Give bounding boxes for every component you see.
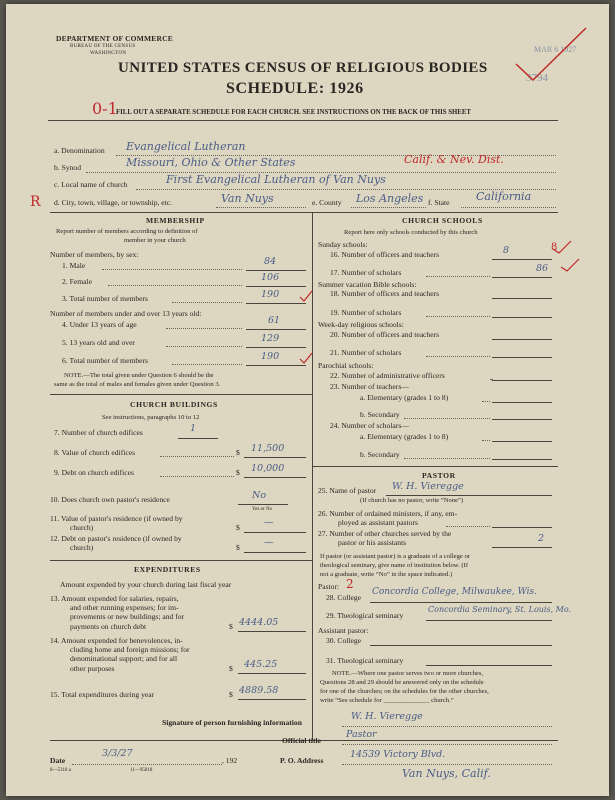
q15-dollar: $ <box>229 690 233 699</box>
grad-line3: not a graduate, write “No” in the space indicated.) <box>320 571 453 578</box>
address-label: P. O. Address <box>280 756 324 765</box>
q7-value: 1 <box>190 423 197 434</box>
q23a-label: a. Elementary (grades 1 to 8) <box>360 393 449 402</box>
synod-value: Missouri, Ohio & Other States <box>126 156 296 169</box>
pastor-red-mark: 2 <box>346 577 354 591</box>
q14-line3: denominational support; and for all <box>70 654 178 663</box>
q25-note: (If church has no pastor, write “None”) <box>360 497 464 504</box>
department-text: DEPARTMENT OF COMMERCE <box>56 34 173 43</box>
red-r-mark: R <box>30 194 41 210</box>
synod-label: b. Synod <box>54 163 82 172</box>
q11-value: — <box>264 517 274 528</box>
buildings-intro: See instructions, paragraphs 10 to 12 <box>102 414 200 421</box>
q24b-label: b. Secondary <box>360 450 400 459</box>
city-value: Van Nuys <box>221 192 274 205</box>
q11-dollar: $ <box>236 523 240 532</box>
q25-label: 25. Name of pastor <box>318 486 377 495</box>
q23b-label: b. Secondary <box>360 410 400 419</box>
membership-heading: MEMBERSHIP <box>146 216 205 225</box>
bureau-text: BUREAU OF THE CENSUS <box>70 44 136 49</box>
local-name-value: First Evangelical Lutheran of Van Nuys <box>166 173 386 186</box>
q2-value: 106 <box>261 272 280 283</box>
membership-note1: NOTE.—The total given under Question 6 should be the <box>64 372 214 379</box>
q12-label-line2: church) <box>70 543 94 552</box>
q17-label: 17. Number of scholars <box>330 268 402 277</box>
q9-value: 10,000 <box>251 463 285 474</box>
q11-label-line2: church) <box>70 523 94 532</box>
q18-label: 18. Number of officers and teachers <box>330 289 440 298</box>
q8-value: 11,500 <box>251 443 285 454</box>
membership-note2: same as the total of males and females given under Question 3. <box>54 381 221 388</box>
local-name-label: c. Local name of church <box>54 180 128 189</box>
q13-line3: provements or new buildings; and for <box>70 612 185 621</box>
q14-dollar: $ <box>229 664 233 673</box>
q10-label: 10. Does church own pastor's residence <box>50 495 170 504</box>
q5-value: 129 <box>261 333 280 344</box>
official-title-label: Official title <box>282 736 322 745</box>
q13-line4: payments on church debt <box>70 622 147 631</box>
pastor-note1: NOTE.—Where one pastor serves two or more churches, <box>332 670 484 677</box>
q12-dollar: $ <box>236 543 240 552</box>
q13-dollar: $ <box>229 622 233 631</box>
pastor-note4: write “See schedule for ______________ church.” <box>320 697 454 704</box>
pastor-heading: PASTOR <box>422 471 456 480</box>
q3-label: 3. Total number of members <box>62 294 149 303</box>
q16-value: 8 <box>503 245 510 256</box>
expenditures-heading: EXPENDITURES <box>134 565 201 574</box>
q27-line1: 27. Number of other churches served by the <box>318 529 452 538</box>
pastor-note2: Questions 28 and 29 should be answered only on the schedule <box>320 679 484 686</box>
q22-label: 22. Number of administrative officers <box>330 371 445 380</box>
q8-dollar: $ <box>236 448 240 457</box>
q3-value: 190 <box>261 289 280 300</box>
q11-label-line1: 11. Value of pastor's residence (if owned by <box>50 514 183 523</box>
address-value: 14539 Victory Blvd. <box>350 749 446 760</box>
q6-value: 190 <box>261 351 280 362</box>
pastor-note3: for one of the churches; on the schedules for the other churches, <box>320 688 489 695</box>
q14-line2: cluding home and foreign missions; for <box>70 645 190 654</box>
q27-line2: pastor or his assistants <box>338 538 407 547</box>
red-check-stroke <box>511 24 591 84</box>
date-value: 3/3/27 <box>102 748 133 759</box>
pastor-sub-label: Pastor: <box>318 582 340 591</box>
q12-value: — <box>264 537 274 548</box>
denomination-label: a. Denomination <box>54 146 105 155</box>
synod-red-note: Calif. & Nev. Dist. <box>404 153 504 166</box>
q23-label: 23. Number of teachers— <box>330 382 409 391</box>
state-value: California <box>476 190 532 203</box>
city-text: WASHINGTON <box>90 51 127 56</box>
weekday-label: Week-day religious schools: <box>318 320 404 329</box>
address-city: Van Nuys, Calif. <box>402 767 491 780</box>
q8-label: 8. Value of church edifices <box>54 448 136 457</box>
q20-label: 20. Number of officers and teachers <box>330 330 440 339</box>
county-label: e. County <box>312 198 342 207</box>
schools-heading: CHURCH SCHOOLS <box>402 216 483 225</box>
q25-value: W. H. Vieregge <box>392 481 464 492</box>
q29-label: 29. Theological seminary <box>326 611 404 620</box>
red-tick-marks <box>298 289 328 369</box>
q28-value: Concordia College, Milwaukee, Wis. <box>372 587 538 597</box>
stamp-number: 3794 <box>526 72 548 84</box>
q1-label: 1. Male <box>62 261 86 270</box>
instruction-line: FILL OUT A SEPARATE SCHEDULE FOR EACH CHURCH. SEE INSTRUCTIONS ON THE BACK OF THIS SHEET <box>116 109 471 116</box>
form-number-2: 11—95818 <box>130 768 153 773</box>
q1-value: 84 <box>264 256 277 267</box>
q13-line2: and other running expenses; for im- <box>70 603 179 612</box>
state-label: f. State <box>428 198 450 207</box>
grad-line2: theological seminary, give name of institution below. (If <box>320 562 469 569</box>
assistant-label: Assistant pastor: <box>318 626 369 635</box>
q5-label: 5. 13 years old and over <box>62 338 135 347</box>
parochial-label: Parochial schools: <box>318 361 374 370</box>
q28-label: 28. College <box>326 593 362 602</box>
q14-line4: other purposes <box>70 664 115 673</box>
q12-label-line1: 12. Debt on pastor's residence (if owned by <box>50 534 182 543</box>
buildings-heading: CHURCH BUILDINGS <box>130 400 218 409</box>
form-number: 8—5318 a <box>50 768 71 773</box>
q17-value: 86 <box>536 263 549 274</box>
date-label: Date <box>50 756 66 765</box>
schedule-title: SCHEDULE: 1926 <box>226 80 364 97</box>
q19-label: 19. Number of scholars <box>330 308 402 317</box>
summer-label: Summer vacation Bible schools: <box>318 280 417 289</box>
q24a-label: a. Elementary (grades 1 to 8) <box>360 432 449 441</box>
q27-value: 2 <box>538 533 545 544</box>
official-title-value: Pastor <box>346 729 377 740</box>
schools-intro: Report here only schools conducted by this church <box>344 229 478 236</box>
q16-label: 16. Number of officers and teachers <box>330 250 440 259</box>
q6-label: 6. Total number of members <box>62 356 149 365</box>
expenditures-intro: Amount expended by your church during last fiscal year <box>60 580 232 589</box>
membership-intro1: Report number of members according to definition of <box>56 228 198 235</box>
q4-label: 4. Under 13 years of age <box>62 320 137 329</box>
signature-value: W. H. Vieregge <box>351 711 423 722</box>
q21-label: 21. Number of scholars <box>330 348 402 357</box>
q26-line1: 26. Number of ordained ministers, if any, em- <box>318 509 458 518</box>
form-title: UNITED STATES CENSUS OF RELIGIOUS BODIES <box>118 60 488 76</box>
q24-label: 24. Number of scholars— <box>330 421 409 430</box>
county-value: Los Angeles <box>356 192 424 205</box>
q15-value: 4889.58 <box>239 685 279 696</box>
by-sex-label: Number of members, by sex: <box>50 250 139 259</box>
q26-line2: ployed as assistant pastors <box>338 518 418 527</box>
census-schedule-paper <box>6 4 609 796</box>
q13-value: 4444.05 <box>239 617 279 628</box>
q15-label: 15. Total expenditures during year <box>50 690 155 699</box>
q14-value: 445.25 <box>244 659 278 670</box>
q14-line1: 14. Amount expended for benevolences, in- <box>50 636 183 645</box>
membership-intro2: member in your church <box>124 237 186 244</box>
grad-line1: If pastor (or assistant pastor) is a graduate of a college or <box>320 553 470 560</box>
sunday-label: Sunday schools: <box>318 240 368 249</box>
q10-value: No <box>252 490 267 501</box>
city-label: d. City, town, village, or township, etc. <box>54 198 173 207</box>
q4-value: 61 <box>268 315 281 326</box>
denomination-value: Evangelical Lutheran <box>126 140 246 153</box>
date-year: , 192 <box>222 756 238 765</box>
q16-red-value: 8 <box>551 242 558 253</box>
received-stamp: MAR 6 1927 <box>534 45 577 54</box>
q2-label: 2. Female <box>62 277 92 286</box>
red-mark: 0-1 <box>92 99 118 118</box>
q9-dollar: $ <box>236 468 240 477</box>
red-check-marks <box>551 239 601 309</box>
age-intro: Number of members under and over 13 years old: <box>50 309 202 318</box>
q7-label: 7. Number of church edifices <box>54 428 143 437</box>
q13-line1: 13. Amount expended for salaries, repairs, <box>50 594 179 603</box>
q31-label: 31. Theological seminary <box>326 656 404 665</box>
q9-label: 9. Debt on church edifices <box>54 468 134 477</box>
yes-no-hint: Yes or No <box>252 507 273 512</box>
q29-value: Concordia Seminary, St. Louis, Mo. <box>428 605 572 614</box>
signature-label: Signature of person furnishing information <box>162 718 302 727</box>
q30-label: 30. College <box>326 636 362 645</box>
